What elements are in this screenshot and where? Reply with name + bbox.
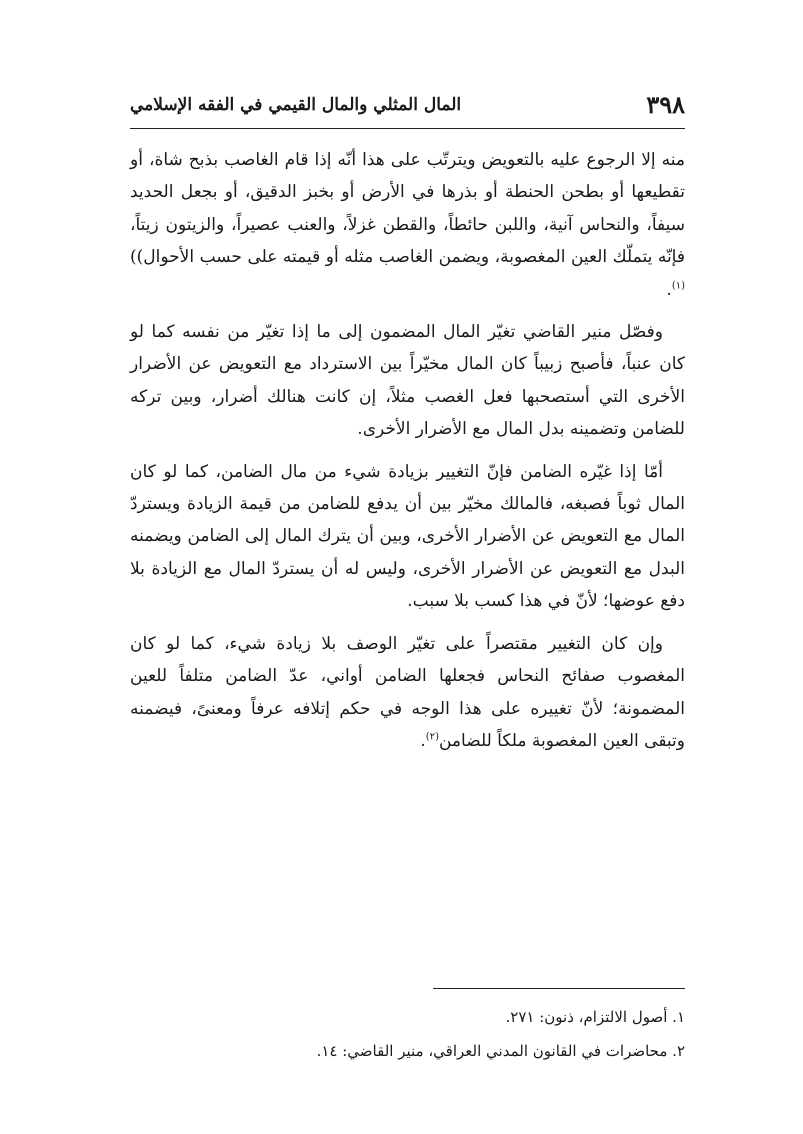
- paragraph-1-text: منه إلا الرجوع عليه بالتعويض ويترتّب على هذا أنّه إذا قام الغاصب بذبح شاة، أو تقطيعها أو بطحن الحنطة أو بذرها في الأرض أو بخبز الدقيق، أو بجعل الحديد سيفاً، والنحاس آنية، واللبن حائطاً، والقطن غزلاً، والعنب عصيراً، والزيتون زيتاً، فإنّه يتملّك العين المغصوبة، ويضمن الغاصب مثله أو قيمته على حسب الأحوال)): [130, 150, 685, 268]
- footnote-2: ٢. محاضرات في القانون المدني العراقي، منير القاضي: ١٤.: [316, 1042, 685, 1060]
- footnote-ref-1: (١): [671, 279, 685, 291]
- header-divider: [130, 128, 685, 129]
- paragraph-1-suffix: .: [666, 279, 672, 300]
- running-title: المال المثلي والمال القيمي في الفقه الإسلامي: [130, 95, 462, 115]
- body-text: [130, 144, 685, 767]
- footnote-ref-2: (٢): [425, 731, 439, 743]
- footnotes: [130, 1000, 685, 1068]
- paragraph-4-suffix: .: [420, 730, 426, 751]
- footnote-divider: [433, 988, 685, 989]
- paragraph-4-text: وإن كان التغيير مقتصراً على تغيّر الوصف بلا زيادة شيء، كما لو كان المغصوب صفائح النحاس فجعلها الضامن أواني، عدّ الضامن متلفاً للعين المضمونة؛ لأنّ تغييره على هذا الوجه في حكم إتلافه عرفاً ومعنىً، فيضمنه وتبقى العين المغصوبة ملكاً للضامن: [130, 633, 685, 751]
- paragraph-1: [130, 144, 685, 306]
- paragraph-3: أمّا إذا غيّره الضامن فإنّ التغيير بزيادة شيء من مال الضامن، كما لو كان المال ثوباً فصبغه، فالمالك مخيّر بين أن يدفع للضامن من قيمة الزيادة ويستردّ المال مع التعويض عن الأضرار الأخرى، وبين أن يترك المال إلى الضامن ويضمنه البدل مع التعويض عن الأضرار الأخرى، وليس له أن يستردّ المال مع الزيادة بلا دفع عوضها؛ لأنّ في هذا كسب بلا سبب.: [130, 461, 685, 612]
- page-header: [130, 88, 685, 128]
- paragraph-4: [130, 628, 685, 758]
- paragraph-2: وفصّل منير القاضي تغيّر المال المضمون إلى ما إذا تغيّر من نفسه كما لو كان عنباً، فأصبح زبيباً كان المال مخيّراً بين الاسترداد مع التعويض عن الأضرار الأخرى التي أستصحبها فعل الغصب مثلاً، إن كانت هنالك أضرار، وبين تركه للضامن وتضمينه بدل المال مع الأضرار الأخرى.: [130, 322, 685, 440]
- page-number: ٣٩٨: [646, 90, 685, 119]
- footnote-1: ١. أصول الالتزام، ذنون: ٢٧١.: [505, 1008, 685, 1026]
